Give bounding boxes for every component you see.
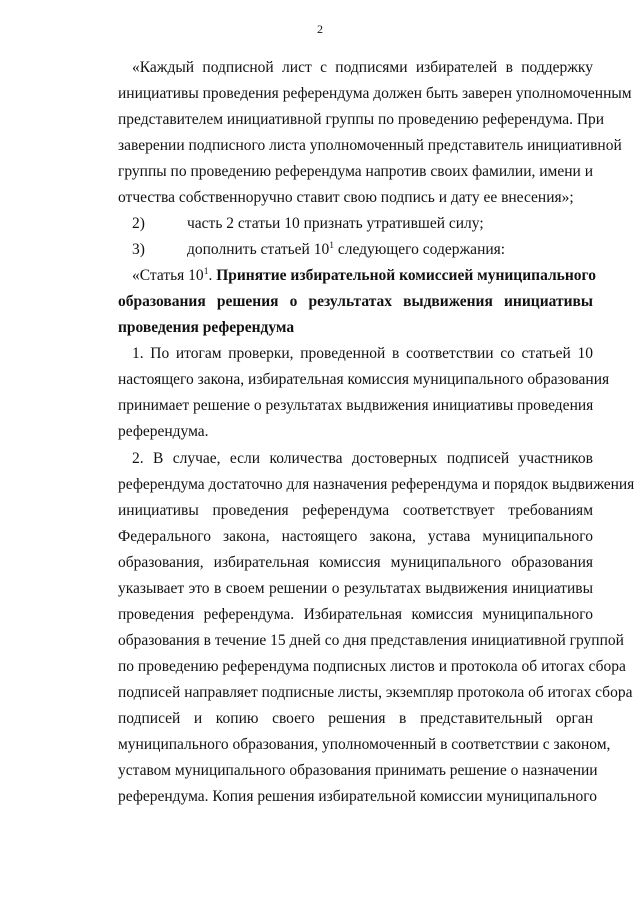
article-heading-line: проведения референдума <box>118 319 295 336</box>
text-line: Федерального закона, настоящего закона, устава муниципального <box>118 528 593 545</box>
text-line: подписей направляет подписные листы, экземпляр протокола об итогах сбора <box>118 684 633 701</box>
text-line: представителем инициативной группы по проведению референдума. При <box>118 111 605 128</box>
text-line: заверении подписного листа уполномоченный представитель инициативной <box>118 137 622 154</box>
list-item-text: дополнить статьей $10^1$ следующего содержания: <box>187 241 506 258</box>
list-item-number: 2) <box>132 215 145 232</box>
article-heading-line: «Статья $10^1$. Принятие избирательной комиссией муниципального <box>132 267 596 284</box>
text-line: инициативы проведения референдума должен быть заверен уполномоченным <box>118 85 632 102</box>
page-number: 2 <box>317 22 323 36</box>
text-line: инициативы проведения референдума соответствует требованиям <box>118 502 593 519</box>
list-item-text: часть 2 статьи 10 признать утратившей силу; <box>187 215 484 232</box>
list-item-2 <box>0 214 640 234</box>
list-item-3 <box>0 240 640 260</box>
text-line: указывает это в своем решении о результатах выдвижения инициативы <box>118 580 593 597</box>
text-line: «Каждый подписной лист с подписями избирателей в поддержку <box>132 59 593 76</box>
text-line: образования в течение 15 дней со дня представления инициативной группой <box>118 632 624 649</box>
text-line: принимает решение о результатах выдвижения инициативы проведения <box>118 397 594 414</box>
article-heading-line: образования решения о результатах выдвижения инициативы <box>118 293 593 310</box>
text-line: уставом муниципального образования принимать решение о назначении <box>118 762 598 779</box>
text-line: подписей и копию своего решения в представительный орган <box>118 710 593 727</box>
text-line: 2. В случае, если количества достоверных подписей участников <box>132 450 593 467</box>
list-item-number: 3) <box>132 241 145 258</box>
text-line: референдума. <box>118 423 209 440</box>
text-line: образования, избирательная комиссия муниципального образования <box>118 554 593 571</box>
text-line: проведения референдума. Избирательная комиссия муниципального <box>118 606 593 623</box>
text-line: группы по проведению референдума напротив своих фамилии, имени и <box>118 163 593 180</box>
text-line: отчества собственноручно ставит свою подпись и дату ее внесения»; <box>118 189 574 206</box>
text-line: референдума. Копия решения избирательной комиссии муниципального <box>118 788 598 805</box>
text-line: муниципального образования, уполномоченный в соответствии с законом, <box>118 736 611 753</box>
text-line: настоящего закона, избирательная комиссия муниципального образования <box>118 371 610 388</box>
text-line: 1. По итогам проверки, проведенной в соответствии со статьей 10 <box>132 345 593 362</box>
text-line: по проведению референдума подписных листов и протокола об итогах сбора <box>118 658 626 675</box>
text-line: референдума достаточно для назначения референдума и порядок выдвижения <box>118 476 635 493</box>
